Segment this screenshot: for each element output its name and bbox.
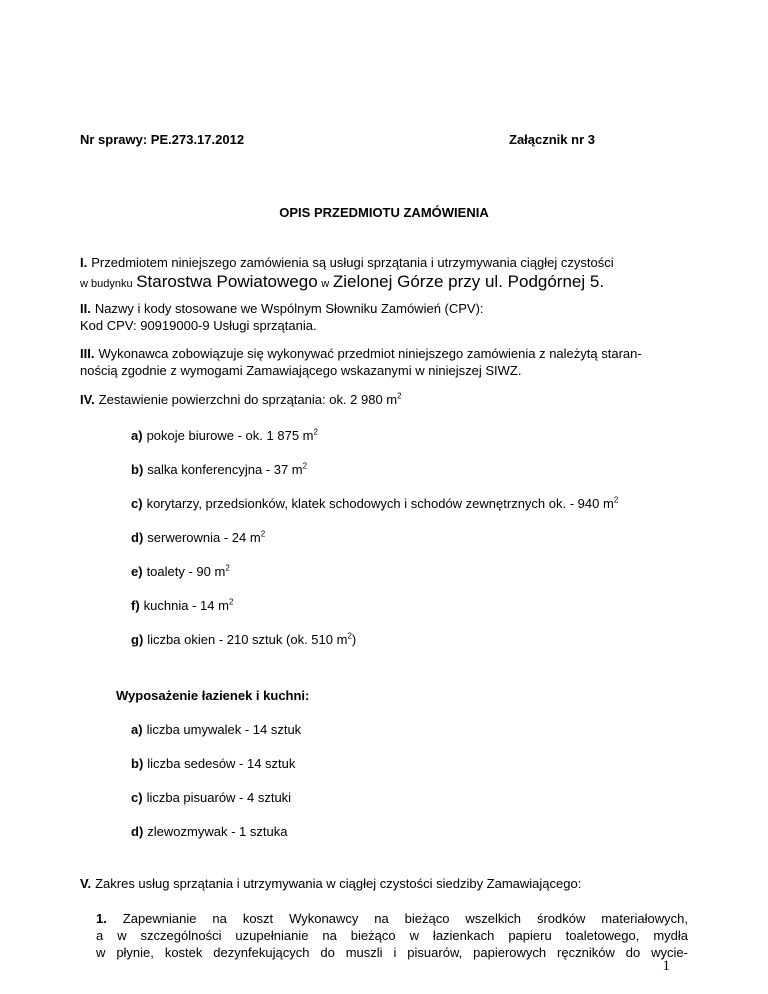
section-i-line1: I. Przedmiotem niniejszego zamówienia są usługi sprzątania i utrzymywania ciągłej czystości [80,255,614,270]
section-v-number: V. [80,876,92,891]
equipment-item: d) zlewozmywak - 1 sztuka [131,824,288,839]
area-item: e) toalety - 90 $m^2$ [131,563,230,579]
section-iv-number: IV. [80,392,95,407]
attachment-label: Załącznik nr 3 [509,132,595,147]
section-ii-line2: Kod CPV: 90919000-9 Usługi sprzątania. [80,318,317,333]
section-ii-line1: II. Nazwy i kody stosowane we Wspólnym Słowniku Zamówień (CPV): [80,301,484,316]
area-item: d) serwerownia - 24 $m^2$ [131,529,266,545]
equipment-item: c) liczba pisuarów - 4 sztuki [131,790,292,805]
area-item: a) pokoje biurowe - ok. 1 875 $m^2$ [131,427,318,443]
section-i-line2: w budynku Starostwa Powiatowego w Zielonej Górze przy ul. Podgórnej 5. [80,272,605,291]
section-v-point-1: 1. Zapewnianie na koszt Wykonawcy na bieżąco wszelkich środków materiałowych, a w szczególności uzupełnianie na bieżąco w łazienkach papieru toaletowego, mydła w płynie, kostek dezynfekujących do muszli i pisuarów, papierowych ręczników do wycie- [96,911,688,960]
section-iii-line2: nością zgodnie z wymogami Zamawiającego wskazanymi w niniejszej SIWZ. [80,363,522,378]
section-iii-number: III. [80,346,95,361]
area-item: c) korytarzy, przedsionków, klatek schodowych i schodów zewnętrznych ok. - 940 $m^2$ [131,495,619,511]
area-item: g) liczba okien - 210 sztuk (ok. 510 $m^2$) [131,631,357,647]
document-title: OPIS PRZEDMIOTU ZAMÓWIENIA [279,205,489,220]
case-number: Nr sprawy: PE.273.17.2012 [80,132,245,147]
equipment-item: b) liczba sedesów - 14 sztuk [131,756,296,771]
equipment-item: a) liczba umywalek - 14 sztuk [131,722,302,737]
page-number: 1 [662,958,670,974]
area-item: b) salka konferencyjna - 37 $m^2$ [131,461,308,477]
section-iv-heading: IV. Zestawienie powierzchni do sprzątania: ok. 2 980 $m^2$ [80,391,402,407]
equipment-heading: Wyposażenie łazienek i kuchni: [116,688,310,703]
section-i-number: I. [80,255,88,270]
section-iii-line1: III. Wykonawca zobowiązuje się wykonywać przedmiot niniejszego zamówienia z należytą staran- [80,346,642,361]
area-item: f) kuchnia - 14 $m^2$ [131,597,234,613]
section-v-heading: V. Zakres usług sprzątania i utrzymywania w ciągłej czystości siedziby Zamawiającego: [80,876,582,891]
section-ii-number: II. [80,301,91,316]
